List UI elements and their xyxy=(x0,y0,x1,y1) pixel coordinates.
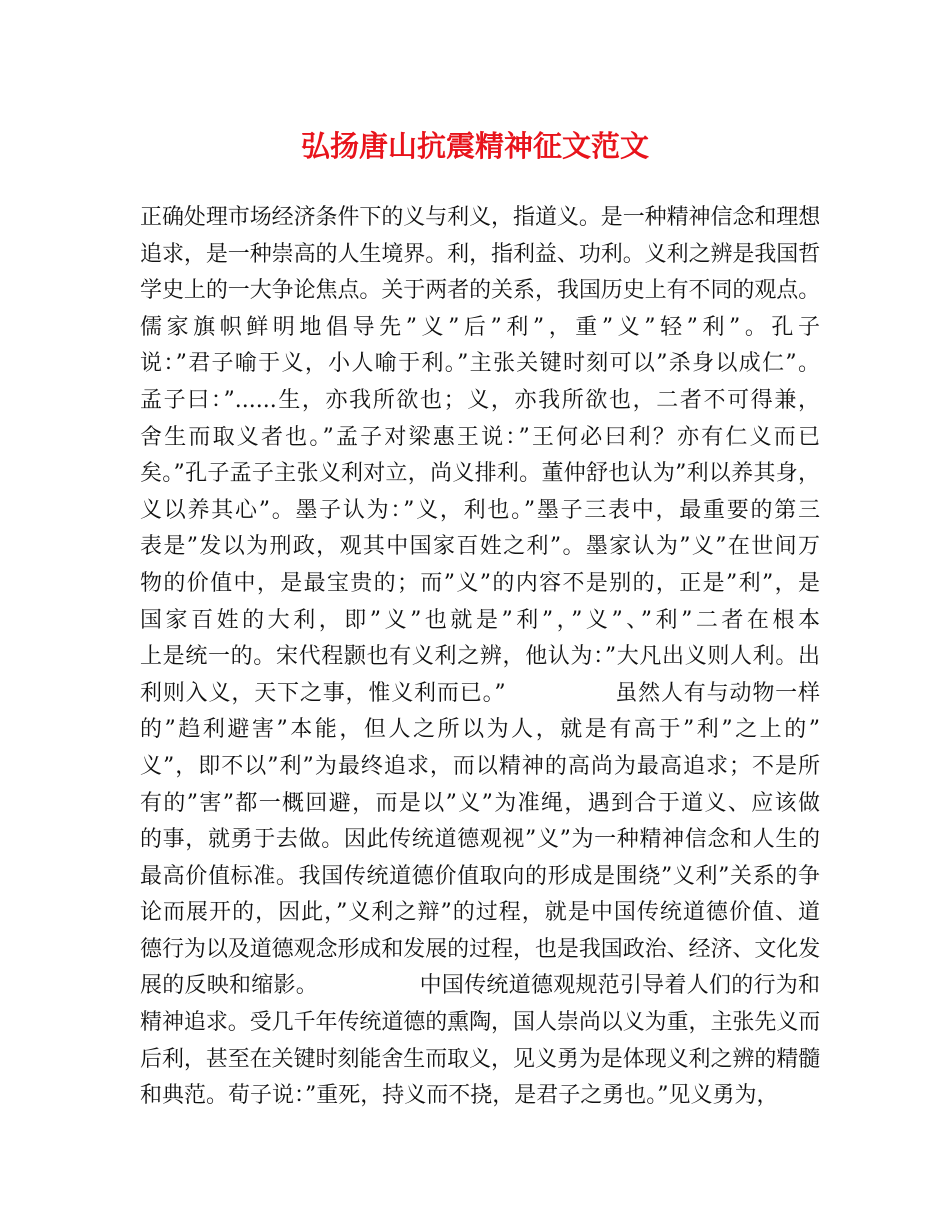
body-line: 最高价值标准。我国传统道德价值取向的形成是围绕”义利”关系的争 xyxy=(140,863,820,889)
body-line: 的事，就勇于去做。因此传统道德观视”义”为一种精神信念和人生的 xyxy=(140,827,820,853)
body-line: 后利，甚至在关键时刻能舍生而取义，见义勇为是体现义利之辨的精髓 xyxy=(140,1046,820,1072)
document-title: 弘扬唐山抗震精神征文范文 xyxy=(300,129,649,163)
body-line: 义”，即不以”利”为最终追求，而以精神的高尚为最高追求；不是所 xyxy=(140,753,820,779)
body-line: 利则入义，天下之事，惟义利而已。” 虽然人有与动物一样 xyxy=(140,680,820,706)
body-line: 舍生而取义者也。”孟子对梁惠王说：”王何必曰利？亦有仁义而已 xyxy=(140,424,820,450)
body-line: 精神追求。受几千年传统道德的熏陶，国人崇尚以义为重，主张先义而 xyxy=(140,1010,820,1036)
body-line: 表是”发以为刑政，观其中国家百姓之利”。墨家认为”义”在世间万 xyxy=(140,534,820,560)
body-line: 德行为以及道德观念形成和发展的过程，也是我国政治、经济、文化发 xyxy=(140,936,820,962)
body-line: 孟子曰：”......生，亦我所欲也；义，亦我所欲也，二者不可得兼， xyxy=(140,387,820,413)
body-line: 论而展开的，因此，”义利之辩”的过程，就是中国传统道德价值、道 xyxy=(140,900,820,926)
body-line: 说：”君子喻于义，小人喻于利。”主张关键时刻可以”杀身以成仁”。 xyxy=(140,351,820,377)
body-line: 展的反映和缩影。 中国传统道德观规范引导着人们的行为和 xyxy=(140,973,820,999)
body-line: 学史上的一大争论焦点。关于两者的关系，我国历史上有不同的观点。 xyxy=(140,278,820,304)
body-line: 上是统一的。宋代程颢也有义利之辨，他认为：”大凡出义则人利。出 xyxy=(140,644,820,670)
body-line: 矣。”孔子孟子主张义利对立，尚义排利。董仲舒也认为”利以养其身， xyxy=(140,461,820,487)
body-line: 义以养其心”。墨子认为：”义，利也。”墨子三表中，最重要的第三 xyxy=(140,497,820,523)
body-line: 有的”害”都一概回避，而是以”义”为准绳，遇到合于道义、应该做 xyxy=(140,790,820,816)
body-line: 国家百姓的大利，即”义”也就是”利”，”义”、”利”二者在根本 xyxy=(140,607,820,633)
body-line: 物的价值中，是最宝贵的；而”义”的内容不是别的，正是”利”，是 xyxy=(140,570,820,596)
body-line: 追求，是一种崇高的人生境界。利，指利益、功利。义利之辨是我国哲 xyxy=(140,241,820,267)
body-line: 儒家旗帜鲜明地倡导先”义”后”利”，重”义”轻”利”。孔子 xyxy=(140,314,820,340)
document-body xyxy=(140,200,820,1115)
body-line: 的”趋利避害”本能，但人之所以为人，就是有高于”利”之上的” xyxy=(140,717,820,743)
body-line: 正确处理市场经济条件下的义与利义，指道义。是一种精神信念和理想 xyxy=(140,205,820,230)
body-line: 和典范。荀子说：”重死，持义而不挠，是君子之勇也。”见义勇为， xyxy=(140,1083,779,1109)
